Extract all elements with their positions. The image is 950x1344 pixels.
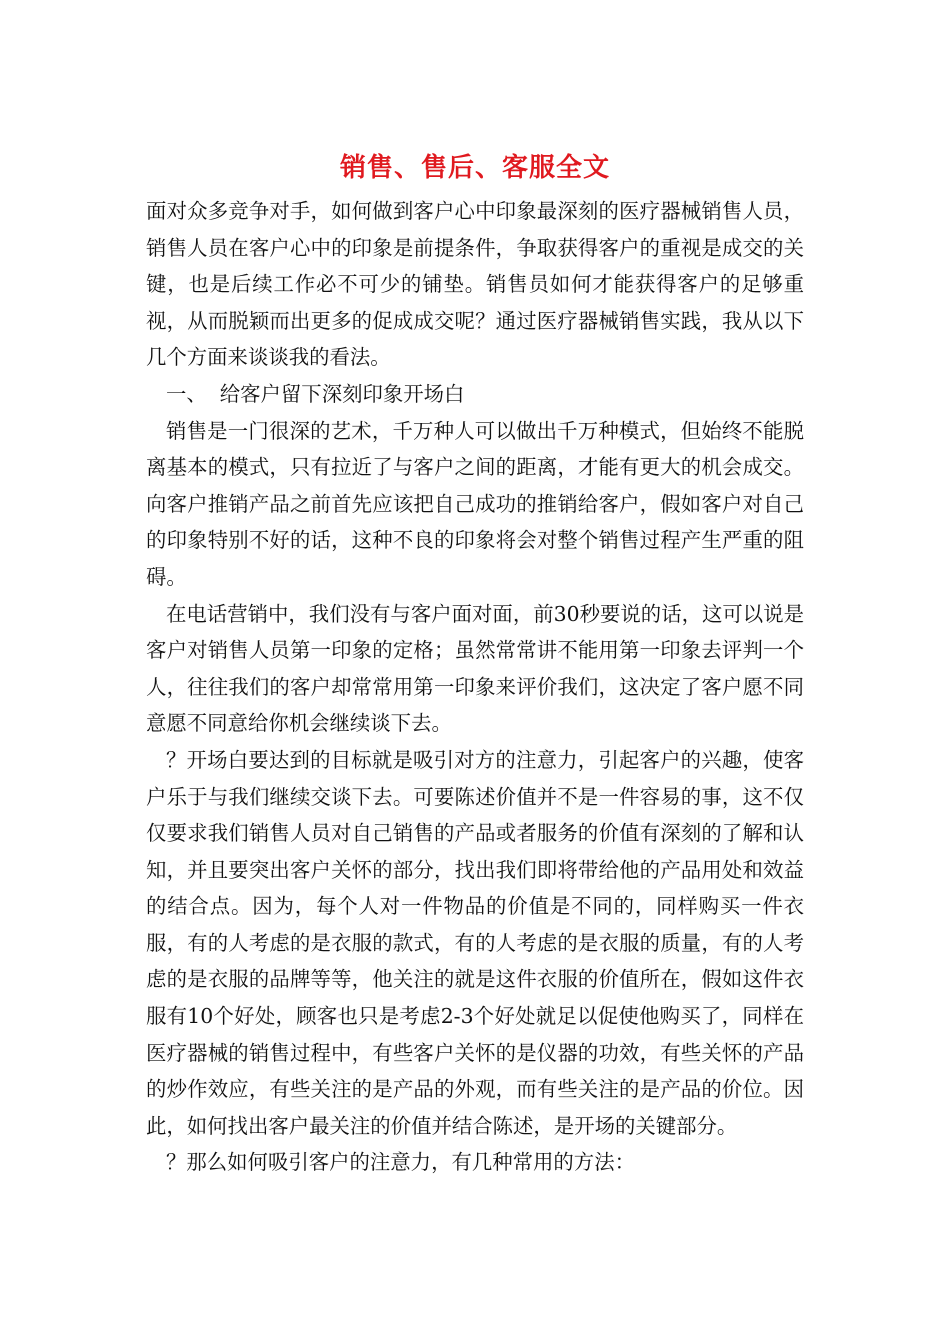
paragraph-attention-methods: ？那么如何吸引客户的注意力，有几种常用的方法： (166, 1150, 635, 1175)
paragraph-phone-marketing: 在电话营销中，我们没有与客户面对面，前30秒要说的话，这可以说是客户对销售人员第一印象的定格；虽然常常讲不能用第一印象去评判一个人，往往我们的客户却常常用第一印象来评价我们，这决定了客户愿不同意愿不同意给你机会继续谈下去。 (146, 601, 804, 736)
document-title: 销售、售后、客服全文 (339, 153, 610, 183)
paragraph-intro: 面对众多竞争对手，如何做到客户心中印象最深刻的医疗器械销售人员，销售人员在客户心中的印象是前提条件，争取获得客户的重视是成交的关键，也是后续工作必不可少的铺垫。销售员如何才能获得客户的足够重视，从而脱颖而出更多的促成成交呢？通过医疗器械销售实践，我从以下几个方面来谈谈我的看法。 (146, 199, 804, 370)
section-heading-1: 一、 给客户留下深刻印象开场白 (166, 381, 465, 406)
paragraph-opening-goal: ？开场白要达到的目标就是吸引对方的注意力，引起客户的兴趣，使客户乐于与我们继续交谈下去。可要陈述价值并不是一件容易的事，这不仅仅要求我们销售人员对自己销售的产品或者服务的价值有深刻的了解和认知，并且要突出客户关怀的部分，找出我们即将带给他的产品用处和效益的结合点。因为，每个人对一件物品的价值是不同的，同样购买一件衣服，有的人考虑的是衣服的款式，有的人考虑的是衣服的质量，有的人考虑的是衣服的品牌等等，他关注的就是这件衣服的价值所在，假如这件衣服有10个好处，顾客也只是考虑2-3个好处就足以促使他购买了，同样在医疗器械的销售过程中，有些客户关怀的是仪器的功效，有些关怀的产品的炒作效应，有些关注的是产品的外观，而有些关注的是产品的价位。因此，如何找出客户最关注的价值并结合陈述，是开场的关键部分。 (146, 747, 804, 1138)
document-body (146, 193, 804, 1181)
paragraph-sales-art: 销售是一门很深的艺术，千万种人可以做出千万种模式，但始终不能脱离基本的模式，只有拉近了与客户之间的距离，才能有更大的机会成交。向客户推销产品之前首先应该把自己成功的推销给客户，假如客户对自己的印象特别不好的话，这种不良的印象将会对整个销售过程产生严重的阻碍。 (146, 418, 804, 589)
